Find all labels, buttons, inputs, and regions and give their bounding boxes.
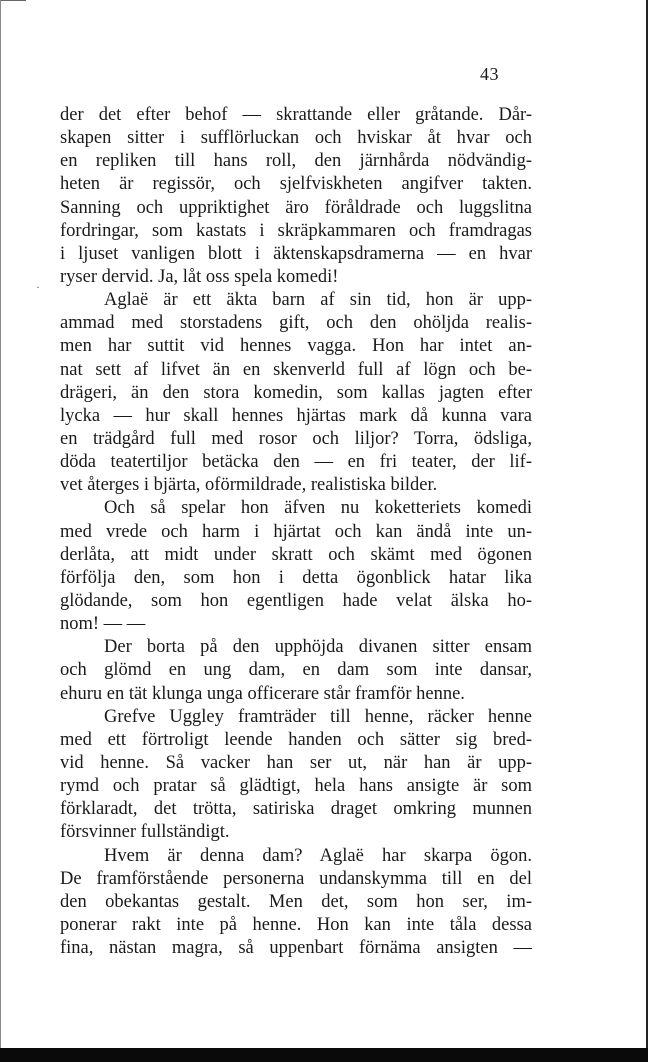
text-line: Aglaë är ett äkta barn af sin tid, hon är upp- bbox=[104, 290, 532, 311]
text-line: De framförstående personerna undanskymma till en del bbox=[60, 868, 532, 889]
text-line: ponerar rakt inte på henne. Hon kan inte tåla dessa bbox=[60, 914, 532, 935]
text-line: ehuru en tät klunga unga officerare står framför henne. bbox=[60, 683, 465, 704]
text-line: med ett förtroligt leende handen och sätter sig bred- bbox=[60, 729, 532, 750]
page-number: 43 bbox=[480, 64, 499, 84]
text-line: rymd och pratar så glädtigt, hela hans ansigte är som bbox=[60, 776, 532, 797]
text-line: drägeri, än den stora komedin, som kallas jagten efter bbox=[60, 382, 532, 403]
text-line: Sanning och uppriktighet äro föråldrade och luggslitna bbox=[60, 197, 532, 218]
text-line: fordringar, som kastats i skräpkammaren och framdragas bbox=[60, 220, 532, 241]
text-line: derlåta, att midt under skratt och skämt med ögonen bbox=[60, 544, 532, 565]
text-line: men har suttit vid hennes vagga. Hon har intet an- bbox=[60, 336, 532, 357]
text-line: heten är regissör, och sjelfviskheten angifver takten. bbox=[60, 174, 532, 195]
text-line: nom! — — bbox=[60, 614, 146, 635]
text-line: Grefve Uggley framträder till henne, räcker henne bbox=[104, 706, 532, 727]
text-line: i ljuset vanligen blott i äktenskapsdramerna — en hvar bbox=[60, 243, 532, 264]
text-line: en repliken till hans roll, den järnhårda nödvändig- bbox=[60, 151, 532, 172]
text-line: skapen sitter i sufflörluckan och hviskar åt hvar och bbox=[60, 128, 532, 149]
text-line: Och så spelar hon äfven nu koketteriets komedi bbox=[104, 498, 532, 519]
text-line: vet återges i bjärta, oförmildrade, realistiska bilder. bbox=[60, 475, 438, 496]
text-line: förfölja den, som hon i detta ögonblick hatar lika bbox=[60, 567, 532, 588]
text-line: Der borta på den upphöjda divanen sitter ensam bbox=[104, 637, 532, 658]
text-line: med vrede och harm i hjärtat och kan ändå inte un- bbox=[60, 521, 532, 542]
text-line: lycka — hur skall hennes hjärtas mark då kunna vara bbox=[60, 405, 532, 426]
text-line: Hvem är denna dam? Aglaë har skarpa ögon. bbox=[104, 845, 532, 866]
text-line: försvinner fullständigt. bbox=[60, 822, 230, 843]
margin-tick-mark: · bbox=[36, 280, 40, 294]
text-line: en trädgård full med rosor och liljor? Torra, ödsliga, bbox=[60, 428, 532, 449]
scan-edge-top bbox=[0, 0, 26, 1]
text-line: glödande, som hon egentligen hade velat älska ho- bbox=[60, 590, 532, 611]
text-line: der det efter behof — skrattande eller gråtande. Dår- bbox=[60, 105, 532, 125]
text-line: döda teatertiljor betäcka den — en fri teater, der lif- bbox=[60, 452, 532, 473]
text-line: ryser dervid. Ja, låt oss spela komedi! bbox=[60, 266, 339, 287]
body-text bbox=[60, 104, 532, 960]
text-line: den obekantas gestalt. Men det, som hon ser, im- bbox=[60, 891, 532, 912]
text-line: och glömd en ung dam, en dam som inte dansar, bbox=[60, 660, 532, 681]
scan-bottom-edge bbox=[0, 1048, 648, 1062]
text-line: vid henne. Så vacker han ser ut, när han är upp- bbox=[60, 752, 532, 773]
text-line: nat sett af lifvet än en skenverld full af lögn och be- bbox=[60, 359, 532, 380]
text-line: fina, nästan magra, så uppenbart förnäma ansigten — bbox=[60, 938, 532, 959]
scan-edge-left bbox=[0, 0, 1, 1062]
text-line: förklaradt, det trötta, satiriska draget omkring munnen bbox=[60, 799, 532, 820]
text-line: ammad med storstadens gift, och den ohöljda realis- bbox=[60, 313, 532, 334]
